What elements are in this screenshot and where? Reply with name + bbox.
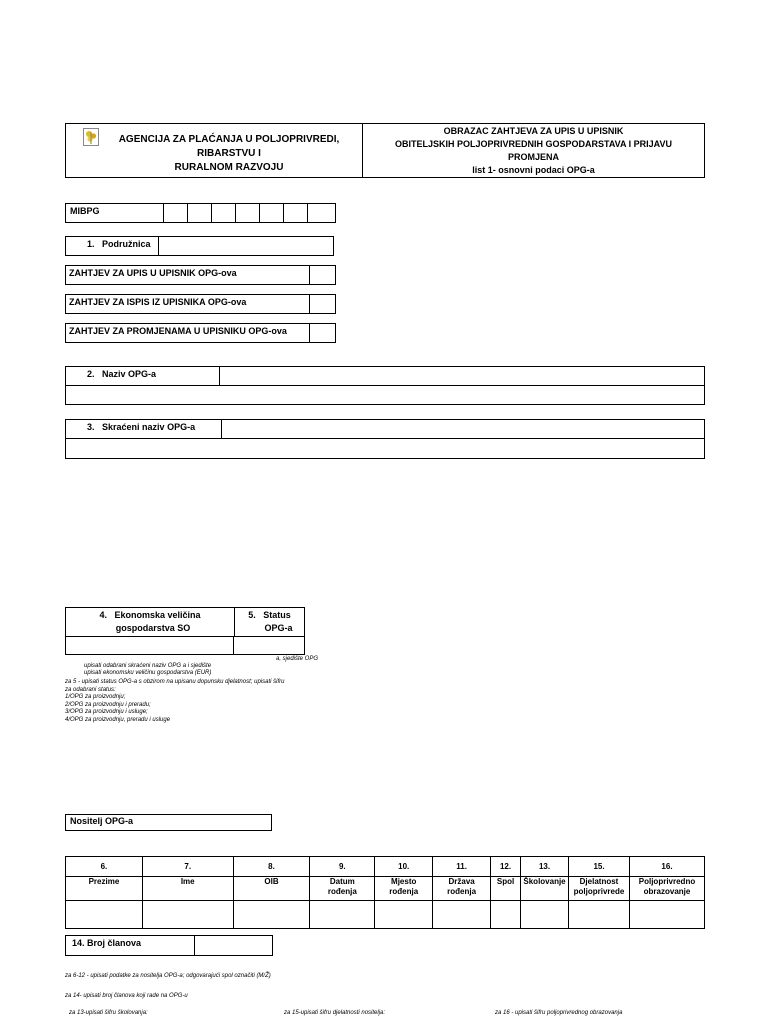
skraceni-input-line2[interactable] [66,439,704,458]
column-header-oib [233,877,310,901]
nositelj-header [65,814,272,831]
column-number: 15. [569,857,630,877]
form-title-line1: OBRAZAC ZAHTJEVA ZA UPIS U UPISNIK [443,126,624,136]
request-ispis-row [65,294,336,314]
ekonomska-input[interactable] [66,637,234,654]
column-header-drzava [433,877,491,901]
column-header-skolovanje [521,877,569,901]
broj-clanova-row [65,935,273,956]
column-header-text: Spol [496,877,515,886]
mibpg-row [65,203,336,223]
note-status-line: 2/OPG za proizvodnju i preradu; [65,701,151,708]
form-title-line3: PROMJENA [507,152,559,162]
column-number: 16. [629,857,704,877]
footer-note-djelatnost: za 15-upisati šifru djelatnosti nositelja: [284,1010,386,1016]
column-header-spol [491,877,521,901]
column-header-text: rođenja [327,887,357,896]
request-upis-checkbox[interactable] [309,266,335,284]
form-header [65,123,705,178]
form-title-line4: list 1- osnovni podaci OPG-a [472,165,595,175]
note-status-line: za 5 - upisati status OPG-a s obzirom na upisanu dopunsku djelatnost; upisati šifru [65,679,285,685]
agency-name-line1: AGENCIJA ZA PLAĆANJA U POLJOPRIVREDI, RIBARSTVU I [118,134,340,159]
mibpg-label: MIBPG [70,206,100,216]
form-title [363,125,704,177]
footer-note-skolovanje: za 13-upisati šifru školovanja: [69,1010,148,1016]
podruznica-input[interactable] [158,237,333,255]
mibpg-digit-3[interactable] [211,204,235,222]
column-header-text: obrazovanje [643,887,691,896]
column-number: 7. [142,857,233,877]
column-header-text: Država [448,877,475,886]
skraceni-block [65,419,705,459]
status-text: Status [263,610,291,620]
status-label [235,609,304,635]
column-header-datum [310,877,375,901]
column-header-mjesto [375,877,433,901]
column-header-text: Poljoprivredno [638,877,696,886]
nositelj-label: Nositelj OPG-a [70,816,134,826]
status-line2: OPG-a [264,623,293,633]
column-header-text: poljoprivrede [573,887,625,896]
column-header-obrazovanje [629,877,704,901]
skraceni-label [87,422,195,432]
naziv-label [87,369,156,379]
request-promjena-row [65,323,336,343]
column-header-text: Djelatnost [579,877,619,886]
mibpg-digit-2[interactable] [187,204,211,222]
skraceni-text: Skraćeni naziv OPG-a [102,422,196,432]
podruznica-text: Podružnica [102,239,151,249]
mibpg-digit-1[interactable] [163,204,187,222]
note-status-line: za odabrani status: [65,686,116,693]
column-number: 9. [310,857,375,877]
podruznica-number: 1. [87,239,95,249]
column-header-djelatnost [569,877,630,901]
spol-input[interactable] [491,901,521,929]
column-header-prezime [66,877,143,901]
column-number: 11. [433,857,491,877]
broj-clanova-input[interactable] [194,936,272,955]
naziv-input[interactable] [219,367,704,385]
column-header-text: rođenja [447,887,477,896]
ekonomska-number: 4. [99,610,107,620]
obrazovanje-input[interactable] [629,901,704,929]
table-header-row [66,877,705,901]
naziv-input-line2[interactable] [66,386,704,404]
note-status-line: 1/OPG za proizvodnju; [65,694,126,700]
footer-note-obrazovanje: za 16 - upisati šifru poljoprivrednog obrazovanja [495,1010,623,1016]
mibpg-digit-5[interactable] [259,204,283,222]
broj-clanova-label: 14. Broj članova [72,938,142,948]
ekonomska-status-block [65,607,305,655]
ekonomska-line2: gospodarstva SO [115,623,191,633]
table-input-row [66,901,705,929]
skraceni-number: 3. [87,422,95,432]
column-header-text: Prezime [88,877,120,886]
mibpg-digit-4[interactable] [235,204,259,222]
column-header-text: Datum [329,877,355,886]
column-number: 12. [491,857,521,877]
request-upis-row [65,265,336,285]
note-skraceni-naziv: upisati odabrani skraćeni naziv OPG a i sjedište [84,663,212,669]
ekonomska-line1 [66,609,234,622]
mibpg-digit-6[interactable] [283,204,307,222]
column-header-text: rođenja [389,887,419,896]
naziv-text: Naziv OPG-a [102,369,157,379]
mibpg-digit-boxes [163,204,335,222]
naziv-number: 2. [87,369,95,379]
nositelj-table [65,856,705,929]
skolovanje-input[interactable] [521,901,569,929]
column-header-text: OIB [264,877,279,886]
podruznica-row [65,236,334,256]
note-status-line: 3/OPG za proizvodnju i usluge; [65,709,148,715]
mjesto-rodenja-input[interactable] [375,901,433,929]
table-number-row [66,857,705,877]
podruznica-label [87,239,151,249]
request-ispis-label: ZAHTJEV ZA ISPIS IZ UPISNIKA OPG-ova [69,297,247,307]
column-header-text: Mjesto [391,877,417,886]
column-header-ime [142,877,233,901]
column-header-text: Školovanje [523,877,566,886]
column-number: 13. [521,857,569,877]
skraceni-input[interactable] [221,420,704,438]
mibpg-digit-7[interactable] [307,204,335,222]
djelatnost-input[interactable] [569,901,630,929]
datum-rodenja-input[interactable] [310,901,375,929]
form-title-line2: OBITELJSKIH POLJOPRIVREDNIH GOSPODARSTAVA I PRIJAVU [394,139,673,149]
drzava-rodenja-input[interactable] [433,901,491,929]
column-number: 6. [66,857,143,877]
column-number: 8. [233,857,310,877]
status-input[interactable] [235,637,304,654]
note-sjediste: a, sjedište OPG [276,656,319,662]
request-promjena-checkbox[interactable] [309,324,335,342]
oib-input[interactable] [233,901,310,929]
column-number: 10. [375,857,433,877]
ekonomska-label [66,609,234,635]
status-number: 5. [248,610,256,620]
request-ispis-checkbox[interactable] [309,295,335,313]
prezime-input[interactable] [66,901,143,929]
naziv-block [65,366,705,405]
footer-note-broj-clanova: za 14- upisati broj članova koji rade na OPG-u [65,993,188,999]
note-status-list [65,679,284,724]
column-header-text: Ime [180,877,195,886]
agency-name-line2: RURALNOM RAZVOJU [174,162,284,173]
note-ekonomska: upisati ekonomsku veličinu gospodarstva (EUR) [84,670,212,676]
ekonomska-text: Ekonomska veličina [114,610,201,620]
agency-name [96,133,362,175]
footer-note-nositelj: za 6-12 - upisati podatke za nositelja OPG-a; odgovarajući spol označiti (M/Ž) [65,973,271,979]
request-upis-label: ZAHTJEV ZA UPIS U UPISNIK OPG-ova [69,268,237,278]
ime-input[interactable] [142,901,233,929]
status-line1 [235,609,304,622]
request-promjena-label: ZAHTJEV ZA PROMJENAMA U UPISNIKU OPG-ova [69,326,287,336]
note-status-line: 4/OPG za proizvodnju, preradu i usluge [65,716,171,723]
